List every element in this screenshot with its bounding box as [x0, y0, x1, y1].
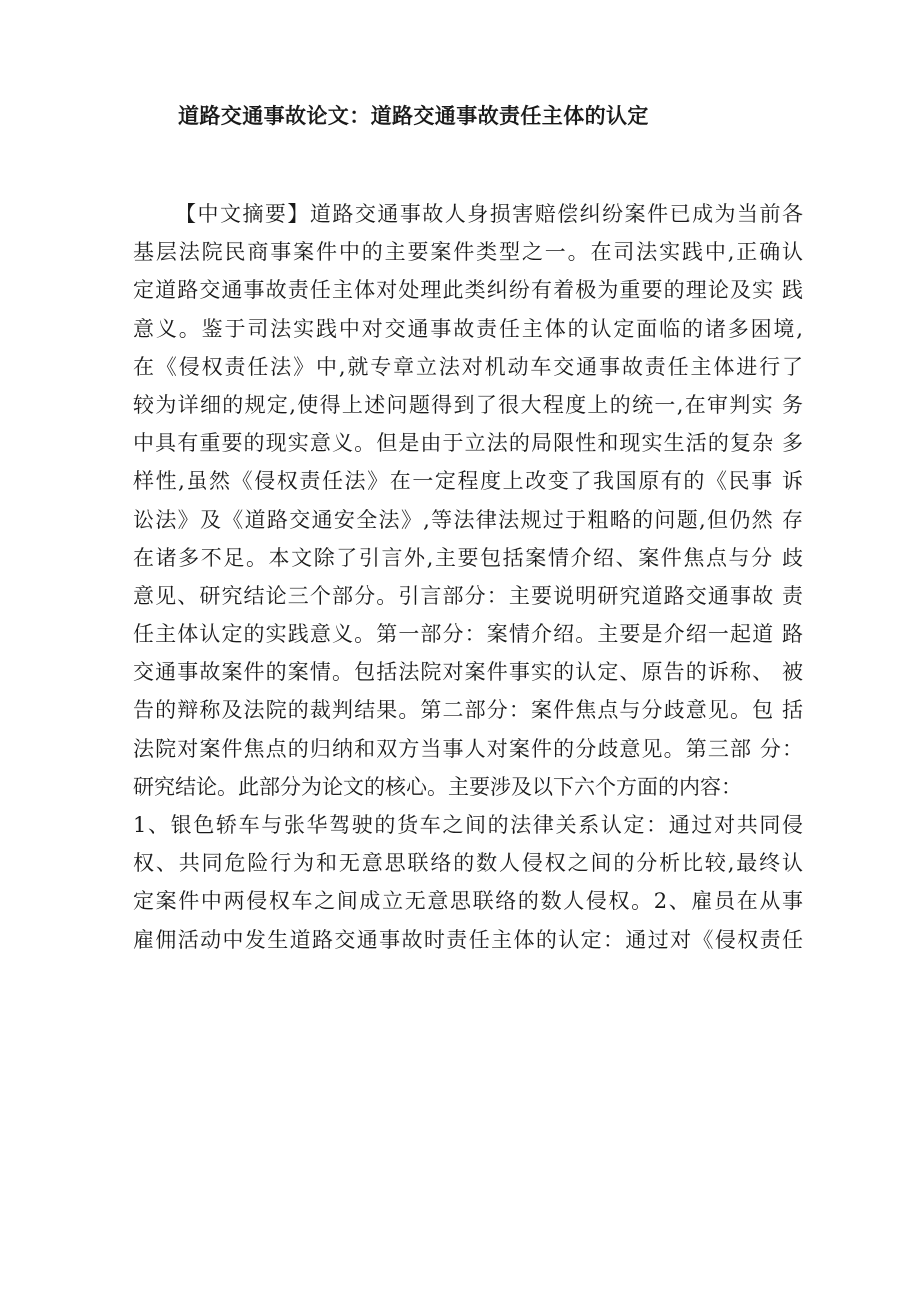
text-line: 定案件中两侵权车之间成立无意思联络的数人侵权。2、雇员在从事	[133, 889, 803, 914]
text-line: 意义。鉴于司法实践中对交通事故责任主体的认定面临的诸多困境,	[133, 316, 803, 341]
text-line: 交通事故案件的案情。包括法院对案件事实的认定、原告的诉称、 被	[133, 660, 803, 685]
text-line: 【中文摘要】道路交通事故人身损害赔偿纠纷案件已成为当前各	[175, 202, 803, 226]
text-line: 法院对案件焦点的归纳和双方当事人对案件的分歧意见。第三部 分：	[133, 736, 803, 761]
abstract-paragraph	[133, 195, 803, 959]
text-line: 1、银色轿车与张华驾驶的货车之间的法律关系认定：通过对共同侵	[133, 813, 803, 837]
text-line: 较为详细的规定,使得上述问题得到了很大程度上的统一,在审判实 务	[133, 392, 803, 417]
text-line: 中具有重要的现实意义。但是由于立法的局限性和现实生活的复杂 多	[133, 431, 803, 456]
text-line: 任主体认定的实践意义。第一部分：案情介绍。主要是介绍一起道 路	[133, 622, 803, 647]
text-line: 在《侵权责任法》中,就专章立法对机动车交通事故责任主体进行了	[133, 354, 803, 379]
text-line: 基层法院民商事案件中的主要案件类型之一。在司法实践中,正确认	[133, 240, 803, 265]
text-line: 权、共同危险行为和无意思联络的数人侵权之间的分析比较,最终认	[133, 851, 803, 876]
text-line: 定道路交通事故责任主体对处理此类纠纷有着极为重要的理论及实 践	[133, 278, 803, 303]
document-title: 道路交通事故论文：道路交通事故责任主体的认定	[178, 104, 649, 128]
text-line: 讼法》及《道路交通安全法》,等法律法规过于粗略的问题,但仍然 存	[133, 507, 803, 532]
text-line: 告的辩称及法院的裁判结果。第二部分：案件焦点与分歧意见。包 括	[133, 698, 803, 723]
text-line: 意见、研究结论三个部分。引言部分：主要说明研究道路交通事故 责	[133, 583, 803, 608]
text-line: 研究结论。此部分为论文的核心。主要涉及以下六个方面的内容：	[133, 774, 742, 799]
text-line: 雇佣活动中发生道路交通事故时责任主体的认定：通过对《侵权责任	[133, 927, 803, 952]
text-line: 在诸多不足。本文除了引言外,主要包括案情介绍、案件焦点与分 歧	[133, 545, 803, 570]
text-line: 样性,虽然《侵权责任法》在一定程度上改变了我国原有的《民事 诉	[133, 469, 803, 494]
